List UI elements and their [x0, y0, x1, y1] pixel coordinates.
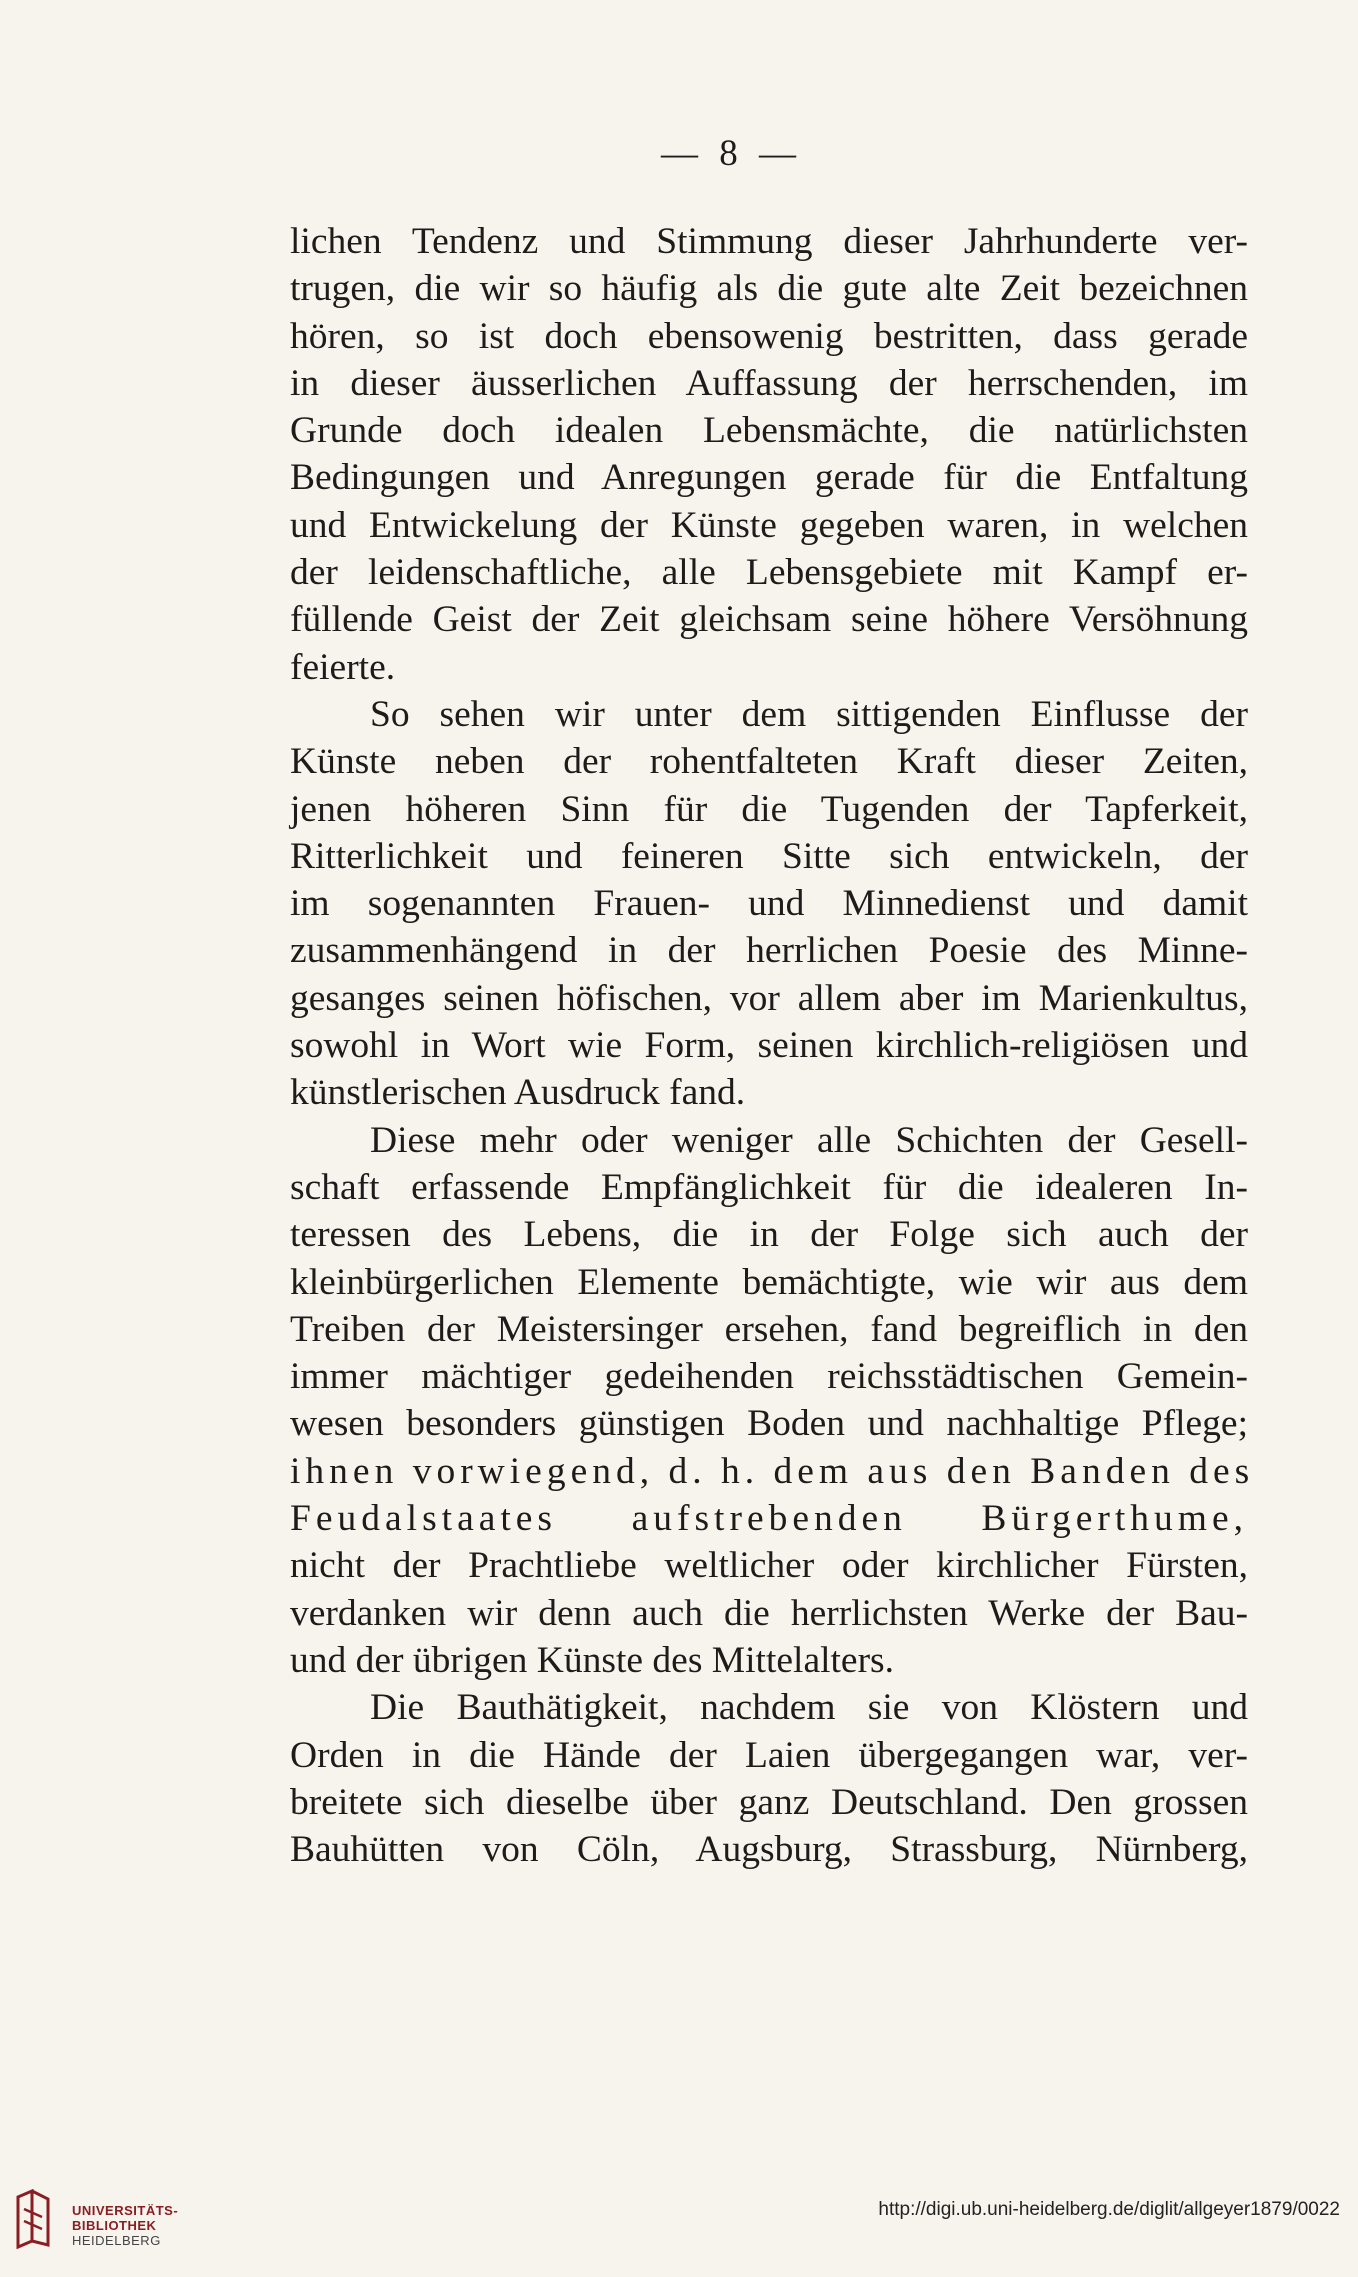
body-text [290, 218, 1255, 1873]
text-line: Bedingungen und Anregungen gerade für die Entfaltung [290, 457, 1248, 499]
text-line: gesanges seinen höfischen, vor allem aber im Marienkultus, [290, 977, 1248, 1019]
text-line: Treiben der Meistersinger ersehen, fand begreiflich in den [290, 1308, 1248, 1350]
paragraph-2 [290, 691, 1248, 1117]
library-name [72, 2203, 178, 2248]
page-number: — 8 — [661, 133, 802, 174]
text-line: Grunde doch idealen Lebensmächte, die natürlichsten [290, 410, 1248, 452]
text-line: wesen besonders günstigen Boden und nachhaltige Pflege; [290, 1403, 1248, 1445]
paragraph-4 [290, 1684, 1248, 1873]
text-line: lichen Tendenz und Stimmung dieser Jahrhunderte ver- [290, 221, 1248, 262]
text-line: und der übrigen Künste des Mittelalters. [290, 1639, 895, 1681]
paragraph-1 [290, 218, 1248, 691]
text-line: hören, so ist doch ebensowenig bestritten, dass gerade [290, 315, 1248, 357]
text-line: breitete sich dieselbe über ganz Deutschland. Den grossen [290, 1781, 1248, 1823]
text-line: immer mächtiger gedeihenden reichsstädtischen Gemein- [290, 1356, 1248, 1398]
text-line: ihnen vorwiegend, d. h. dem aus den Banden des [290, 1450, 1255, 1492]
text-line: kleinbürgerlichen Elemente bemächtigte, wie wir aus dem [290, 1261, 1248, 1303]
text-line: Die Bauthätigkeit, nachdem sie von Klöstern und [370, 1687, 1248, 1729]
text-line: füllende Geist der Zeit gleichsam seine höhere Versöhnung [290, 599, 1248, 641]
text-line: sowohl in Wort wie Form, seinen kirchlich-religiösen und [290, 1025, 1248, 1067]
text-line: verdanken wir denn auch die herrlichsten Werke der Bau- [290, 1592, 1248, 1634]
text-line: der leidenschaftliche, alle Lebensgebiete mit Kampf er- [290, 552, 1248, 594]
text-line: Künste neben der rohentfalteten Kraft dieser Zeiten, [290, 741, 1248, 783]
footer [0, 2177, 1358, 2277]
text-line: schaft erfassende Empfänglichkeit für die idealeren In- [290, 1166, 1248, 1208]
library-logo-icon [14, 2189, 54, 2249]
library-name-line: BIBLIOTHEK [72, 2218, 157, 2233]
text-line: trugen, die wir so häufig als die gute alte Zeit bezeichnen [290, 268, 1248, 310]
text-line: jenen höheren Sinn für die Tugenden der Tapferkeit, [290, 788, 1248, 830]
text-line: teressen des Lebens, die in der Folge sich auch der [290, 1214, 1248, 1256]
paragraph-3 [290, 1117, 1255, 1685]
text-line: So sehen wir unter dem sittigenden Einflusse der [370, 693, 1248, 735]
text-line: und Entwickelung der Künste gegeben waren, in welchen [290, 504, 1248, 546]
text-line: Diese mehr oder weniger alle Schichten der Gesell- [370, 1119, 1248, 1161]
text-line: Feudalstaates aufstrebenden Bürgerthume, [290, 1498, 1248, 1540]
source-url-link[interactable]: http://digi.ub.uni-heidelberg.de/diglit/allgeyer1879/0022 [878, 2199, 1340, 2220]
text-line: künstlerischen Ausdruck fand. [290, 1072, 746, 1114]
text-line: Orden in die Hände der Laien übergegangen war, ver- [290, 1734, 1248, 1776]
text-line: im sogenannten Frauen- und Minnedienst und damit [290, 883, 1248, 925]
text-line: in dieser äusserlichen Auffassung der herrschenden, im [290, 362, 1248, 404]
text-line: Ritterlichkeit und feineren Sitte sich entwickeln, der [290, 835, 1248, 877]
text-line: nicht der Prachtliebe weltlicher oder kirchlicher Fürsten, [290, 1545, 1248, 1587]
text-line: feierte. [290, 646, 396, 688]
text-line: Bauhütten von Cöln, Augsburg, Strassburg, Nürnberg, [290, 1829, 1248, 1871]
text-line: zusammenhängend in der herrlichen Poesie des Minne- [290, 930, 1248, 972]
library-name-line: HEIDELBERG [72, 2233, 161, 2248]
library-name-line: UNIVERSITÄTS- [72, 2203, 179, 2218]
